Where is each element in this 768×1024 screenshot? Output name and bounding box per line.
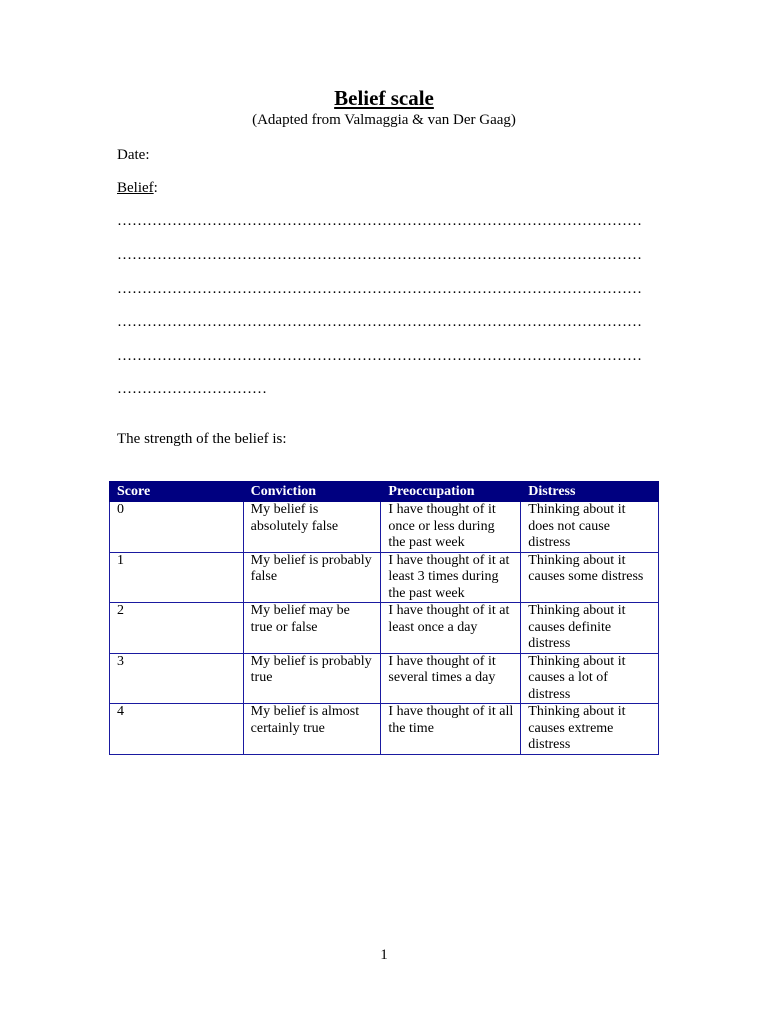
- cell-conviction: My belief is probably true: [243, 653, 381, 704]
- header-preoccupation: Preoccupation: [381, 482, 521, 502]
- cell-preoccupation: I have thought of it at least 3 times during the past week: [381, 552, 521, 603]
- header-conviction: Conviction: [243, 482, 381, 502]
- cell-score: 3: [110, 653, 244, 704]
- cell-distress: Thinking about it causes a lot of distress: [521, 653, 659, 704]
- page-number: 1: [380, 947, 388, 963]
- dotted-line: ……………………………………………………………………………………………: [117, 247, 642, 263]
- cell-distress: Thinking about it does not cause distress: [521, 502, 659, 553]
- cell-preoccupation: I have thought of it at least once a day: [381, 603, 521, 654]
- cell-conviction: My belief is probably false: [243, 552, 381, 603]
- table-row: [110, 653, 659, 704]
- dotted-line: ……………………………………………………………………………………………: [117, 314, 642, 330]
- table-row: [110, 603, 659, 654]
- belief-label-line: [117, 180, 158, 197]
- cell-distress: Thinking about it causes extreme distress: [521, 704, 659, 755]
- strength-text: The strength of the belief is:: [117, 431, 287, 447]
- cell-score: 0: [110, 502, 244, 553]
- cell-distress: Thinking about it causes definite distress: [521, 603, 659, 654]
- table-row: [110, 552, 659, 603]
- date-label: Date:: [117, 147, 150, 163]
- cell-preoccupation: I have thought of it several times a day: [381, 653, 521, 704]
- cell-preoccupation: I have thought of it once or less during the past week: [381, 502, 521, 553]
- dotted-line: ……………………………………………………………………………………………: [117, 348, 642, 364]
- dotted-line: ……………………………………………………………………………………………: [117, 213, 642, 229]
- cell-preoccupation: I have thought of it all the time: [381, 704, 521, 755]
- header-distress: Distress: [521, 482, 659, 502]
- page-title: Belief scale: [334, 86, 434, 110]
- cell-distress: Thinking about it causes some distress: [521, 552, 659, 603]
- belief-label-colon: :: [153, 180, 158, 196]
- dotted-line: ……………………………………………………………………………………………: [117, 281, 642, 297]
- belief-label: Belief: [117, 180, 154, 196]
- header-score: Score: [110, 482, 244, 502]
- table-row: [110, 502, 659, 553]
- table-row: [110, 704, 659, 755]
- cell-score: 2: [110, 603, 244, 654]
- dotted-line-short: …………………………: [117, 381, 267, 397]
- page-subtitle: (Adapted from Valmaggia & van Der Gaag): [252, 112, 516, 128]
- cell-conviction: My belief may be true or false: [243, 603, 381, 654]
- cell-conviction: My belief is absolutely false: [243, 502, 381, 553]
- table-header-row: [110, 482, 659, 502]
- belief-scale-table: [109, 481, 659, 755]
- cell-score: 1: [110, 552, 244, 603]
- cell-conviction: My belief is almost certainly true: [243, 704, 381, 755]
- cell-score: 4: [110, 704, 244, 755]
